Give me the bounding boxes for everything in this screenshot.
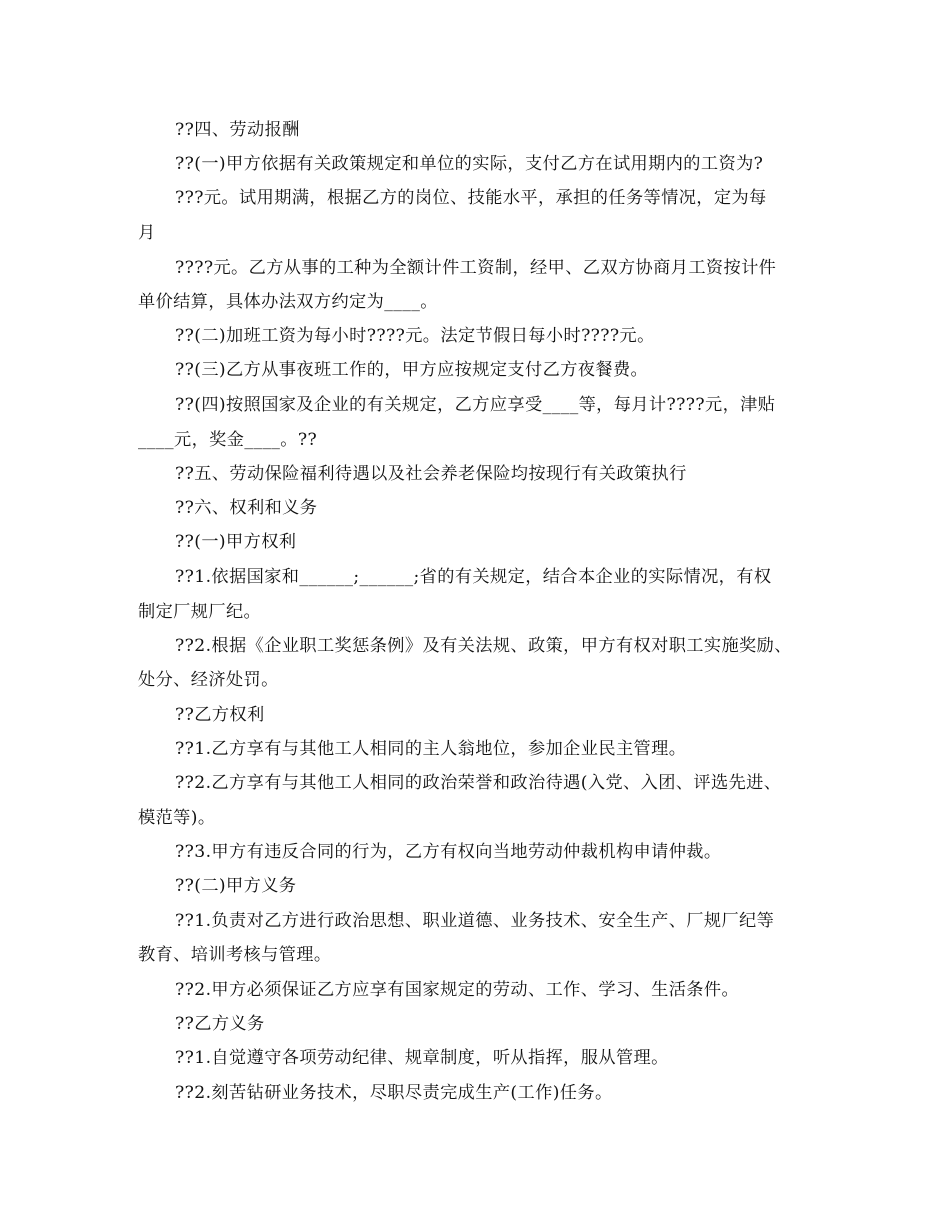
paragraph-line: 模范等)。 <box>138 808 216 828</box>
section-heading-insurance: ??五、劳动保险福利待遇以及社会养老保险均按现行有关政策执行 <box>175 464 687 484</box>
paragraph-line: ??(一)甲方依据有关政策规定和单位的实际，支付乙方在试用期内的工资为? <box>175 154 764 174</box>
paragraph-line: 处分、经济处罚。 <box>138 670 279 690</box>
paragraph-line: ??2.乙方享有与其他工人相同的政治荣誉和政治待遇(入党、入团、评选先进、 <box>175 773 782 793</box>
section-heading-labor-remuneration: ??四、劳动报酬 <box>175 120 300 140</box>
paragraph-line: ??(三)乙方从事夜班工作的，甲方应按规定支付乙方夜餐费。 <box>175 360 649 380</box>
paragraph-line: ??1.依据国家和______;______;省的有关规定，结合本企业的实际情况，有权 <box>175 567 772 587</box>
paragraph-line: 单价结算，具体办法双方约定为____。 <box>138 292 438 312</box>
paragraph-line: ??(四)按照国家及企业的有关规定，乙方应享受____等，每月计????元，津贴 <box>175 395 776 415</box>
section-heading-rights-duties: ??六、权利和义务 <box>175 498 318 518</box>
subsection-heading: ??乙方权利 <box>175 705 265 725</box>
paragraph-line: ???元。试用期满，根据乙方的岗位、技能水平，承担的任务等情况，定为每 <box>175 188 767 208</box>
subsection-heading: ??乙方义务 <box>175 1014 265 1034</box>
paragraph-line: ????元。乙方从事的工种为全额计件工资制，经甲、乙双方协商月工资按计件 <box>175 258 777 278</box>
subsection-heading: ??(一)甲方权利 <box>175 532 297 552</box>
paragraph-line: ??1.乙方享有与其他工人相同的主人翁地位，参加企业民主管理。 <box>175 739 687 759</box>
paragraph-line: ??2.根据《企业职工奖惩条例》及有关法规、政策，甲方有权对职工实施奖励、 <box>175 636 792 656</box>
paragraph-line: ??2.刻苦钻研业务技术，尽职尽责完成生产(工作)任务。 <box>175 1083 613 1103</box>
paragraph-line: 制定厂规厂纪。 <box>138 602 262 622</box>
paragraph-line: ??(二)加班工资为每小时????元。法定节假日每小时????元。 <box>175 326 655 346</box>
subsection-heading: ??(二)甲方义务 <box>175 876 297 896</box>
paragraph-line: ??3.甲方有违反合同的行为，乙方有权向当地劳动仲裁机构申请仲裁。 <box>175 842 722 862</box>
paragraph-line: ____元，奖金____。?? <box>138 430 318 450</box>
paragraph-line: ??2.甲方必须保证乙方应享有国家规定的劳动、工作、学习、生活条件。 <box>175 980 740 1000</box>
paragraph-line: 月 <box>138 223 156 243</box>
paragraph-line: ??1.负责对乙方进行政治思想、职业道德、业务技术、安全生产、厂规厂纪等 <box>175 911 775 931</box>
paragraph-line: 教育、培训考核与管理。 <box>138 945 332 965</box>
paragraph-line: ??1.自觉遵守各项劳动纪律、规章制度，听从指挥，服从管理。 <box>175 1048 669 1068</box>
